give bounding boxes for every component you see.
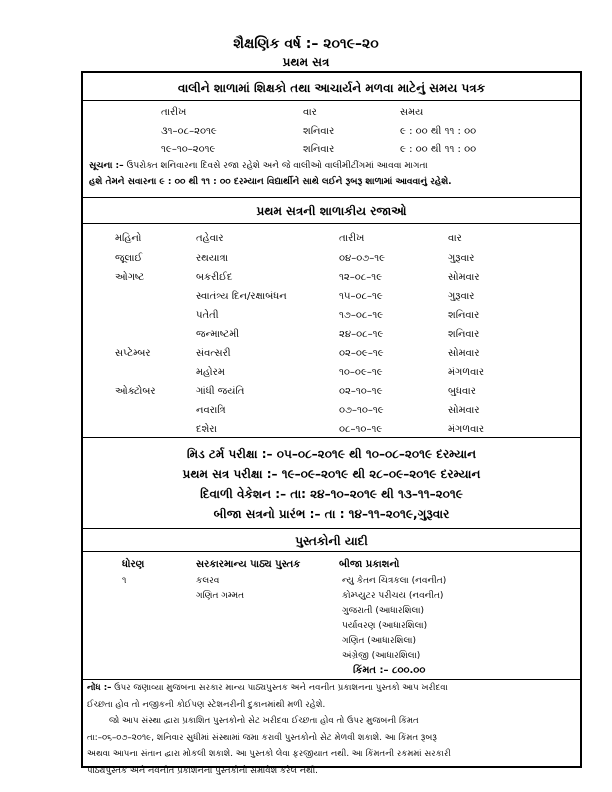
other-book-item: ન્યુ કેતન ચિત્રકલા (નવનીત) [342, 576, 447, 586]
diwali-vacation-line: દિવાળી વેકેશન :– તા: ૨૪–૧૦–૨૦૧૯ થી ૧૩–૧૧–૨૦૧૯ [200, 487, 463, 501]
notice-line-1: ઉપરોક્ત શનિવારના દિવસે રજા રહેશે અને જે વાલીઓ વાલીમીટીંગમાં આવવા માગતા [126, 161, 428, 171]
note-line: નોંધ :– ઉપર જણાવ્યા મુજબના સરકાર માન્ય પાઠ્યપુસ્તક અને નવનીત પ્રકાશનના પુસ્તકો આપ ખરીદવા [87, 683, 448, 693]
holiday-day: સોમવાર [448, 348, 480, 359]
govt-book-item: ગણિત ગમ્મત [196, 591, 245, 601]
holiday-month: ઓક્ટોબર [115, 386, 156, 397]
academic-year-title: શૈક્ષણિક વર્ષ :– ૨૦૧૯–૨૦ [233, 36, 379, 52]
divider [83, 223, 580, 224]
meeting-row-day: શનિવાર [303, 126, 335, 137]
other-book-item: કોમ્પ્યુટર પરીચય (નવનીત) [342, 591, 444, 601]
holidays-header-day: વાર [448, 233, 462, 244]
holiday-day: શનિવાર [448, 310, 480, 321]
notice-label: સૂચના :– [89, 161, 124, 171]
other-book-item: પર્યાવરણ (આધારશિલા) [342, 621, 428, 631]
holidays-header-festival: તહેવાર [196, 233, 224, 244]
holiday-festival: રથયાત્રા [196, 253, 229, 264]
divider [83, 551, 580, 552]
divider [83, 528, 580, 529]
divider [83, 197, 580, 198]
holiday-festival: સંવત્સરી [196, 348, 231, 359]
meeting-header-date: તારીખ [161, 107, 187, 118]
holiday-festival: જન્માષ્ટમી [196, 329, 240, 340]
other-book-item: ગુજરાતી (આધારશિલા) [342, 606, 425, 616]
meeting-header-day: વાર [303, 107, 317, 118]
other-book-item: ગણિત (આધારશિલા) [342, 636, 416, 646]
note-line: તા:–૦૬–૦૭–૨૦૧૯, શનિવાર સુધીમાં સંસ્થામાં જમા કરાવી પુસ્તકોનો સેટ મેળવી શકાશે. આ કિંમત રૂબરૂ [87, 732, 437, 743]
mid-term-exam-line: મિડ ટર્મ પરીક્ષા :– ૦૫–૦૮–૨૦૧૯ થી ૧૦–૦૮–૨૦૧૯ દરમ્યાન [186, 447, 477, 461]
holiday-date: ૧૨–૦૮–૧૯ [339, 272, 383, 283]
holiday-date: ૦૨–૧૦–૧૯ [339, 386, 383, 397]
note-label: નોંધ :– [87, 683, 112, 693]
meeting-row-date: ૩૧–૦૮–૨૦૧૯ [161, 126, 217, 137]
holiday-date: ૦૨–૦૯–૧૯ [339, 348, 384, 359]
holiday-day: સોમવાર [448, 272, 480, 283]
holiday-date: ૧૦–૦૯–૧૯ [339, 367, 383, 378]
holiday-date: ૦૭–૧૦–૧૯ [339, 405, 384, 416]
holiday-month: સપ્ટેમ્બર [115, 348, 151, 359]
holiday-festival: મહોરમ [196, 367, 225, 378]
meeting-row-day: શનિવાર [303, 144, 335, 155]
holiday-festival: બકરીઈદ [196, 272, 233, 283]
notice-text [89, 161, 428, 171]
holiday-day: સોમવાર [448, 405, 480, 416]
holiday-day: શનિવાર [448, 329, 480, 340]
meeting-row-time: ૯ : ૦૦ થી ૧૧ : ૦૦ [400, 126, 477, 137]
books-standard: ૧ [122, 576, 127, 586]
holidays-header-date: તારીખ [339, 233, 365, 244]
holiday-festival: ગાંધી જયંતિ [196, 386, 245, 397]
holiday-festival: દશેરા [196, 424, 217, 435]
books-header-govt: સરકારમાન્ય પાઠ્ય પુસ્તક [196, 559, 301, 570]
divider [83, 100, 580, 101]
first-term-exam-line: પ્રથમ સત્ર પરીક્ષા :– ૧૯–૦૯–૨૦૧૯ થી ૨૮–૦૯–૨૦૧૯ દરમ્યાન [182, 467, 481, 481]
note-line: જો આપ સંસ્થા દ્વારા પ્રકાશિત પુસ્તકોનો સેટ ખરીદવા ઈચ્છતા હોવ તો ઉપર મુજબની કિંમત [109, 716, 419, 726]
note-paragraph [87, 680, 576, 779]
holidays-header-month: મહિનો [115, 233, 142, 244]
holiday-date: ૦૪–૦૭–૧૯ [339, 253, 386, 264]
books-section-title: પુસ્તકોની યાદી [295, 534, 368, 548]
holiday-date: ૧૫–૦૮–૧૯ [339, 291, 383, 302]
books-header-standard: ધોરણ [122, 559, 145, 570]
note-line: ઈચ્છતા હોવ તો નજીકની કોઈપણ સ્ટેશનરીની દુકાનમાંથી મળી રહેશે. [87, 699, 326, 710]
holiday-date: ૨૪–૦૮–૧૯ [339, 329, 384, 340]
holiday-month: ઓગષ્ટ [115, 272, 145, 283]
holiday-date: ૧૭–૦૮–૧૯ [339, 310, 384, 321]
holiday-festival: પતેતી [196, 310, 219, 321]
books-header-other: બીજા પ્રકાશનો [339, 559, 400, 570]
note-line: પાઠ્યપુસ્તક અને નવનીત પ્રકાશનના પુસ્તકોનો સમાવેશ કરેલ નથી. [87, 765, 318, 776]
holiday-day: ગુરૂવાર [448, 253, 475, 264]
holidays-section-title: પ્રથમ સત્રની શાળાકીય રજાઓ [256, 204, 407, 218]
content-frame [81, 71, 582, 776]
holiday-festival: નવરાત્રિ [196, 405, 226, 416]
meeting-row-date: ૧૯–૧૦–૨૦૧૯ [161, 144, 216, 155]
books-price: કિંમત :– ૮૦૦.૦૦ [353, 665, 426, 676]
holiday-festival: સ્વાતંત્ર્ય દિન/રક્ષાબંધન [196, 291, 287, 302]
notice-line-2: હશે તેમને સવારના ૯ : ૦૦ થી ૧૧ : ૦૦ દરમ્યાન વિદ્યાર્થીને સાથે લઈને રૂબરૂ શાળામાં આવવાનું રહેશે. [89, 177, 452, 187]
holiday-month: જૂલાઈ [115, 253, 143, 264]
meeting-section-title: વાલીને શાળામાં શિક્ષકો તથા આચાર્યને મળવા માટેનું સમય પત્રક [177, 81, 486, 95]
note-line: અથવા આપના સંતાન દ્વારા મોકલી શકાશે. આ પુસ્તકો લેવા ફરજીયાત નથી. આ કિંમતની રકમમાં સરકારી [87, 749, 451, 759]
meeting-row-time: ૯ : ૦૦ થી ૧૧ : ૦૦ [400, 144, 477, 155]
term-title: પ્રથમ સત્ર [282, 55, 330, 69]
holiday-day: મંગળવાર [448, 424, 485, 435]
holiday-date: ૦૮–૧૦–૧૯ [339, 424, 383, 435]
holiday-day: બુધવાર [448, 386, 476, 397]
holiday-day: મંગળવાર [448, 367, 485, 378]
meeting-header-time: સમય [400, 107, 424, 118]
second-term-start-line: બીજા સત્રનો પ્રારંભ :– તા : ૧૪–૧૧–૨૦૧૯,ગુરૂવાર [213, 507, 450, 521]
other-book-item: અંગ્રેજી (આધારશિલા) [342, 651, 421, 661]
divider [83, 437, 580, 438]
govt-book-item: કલરવ [196, 576, 220, 586]
holiday-day: ગુરૂવાર [448, 291, 475, 302]
